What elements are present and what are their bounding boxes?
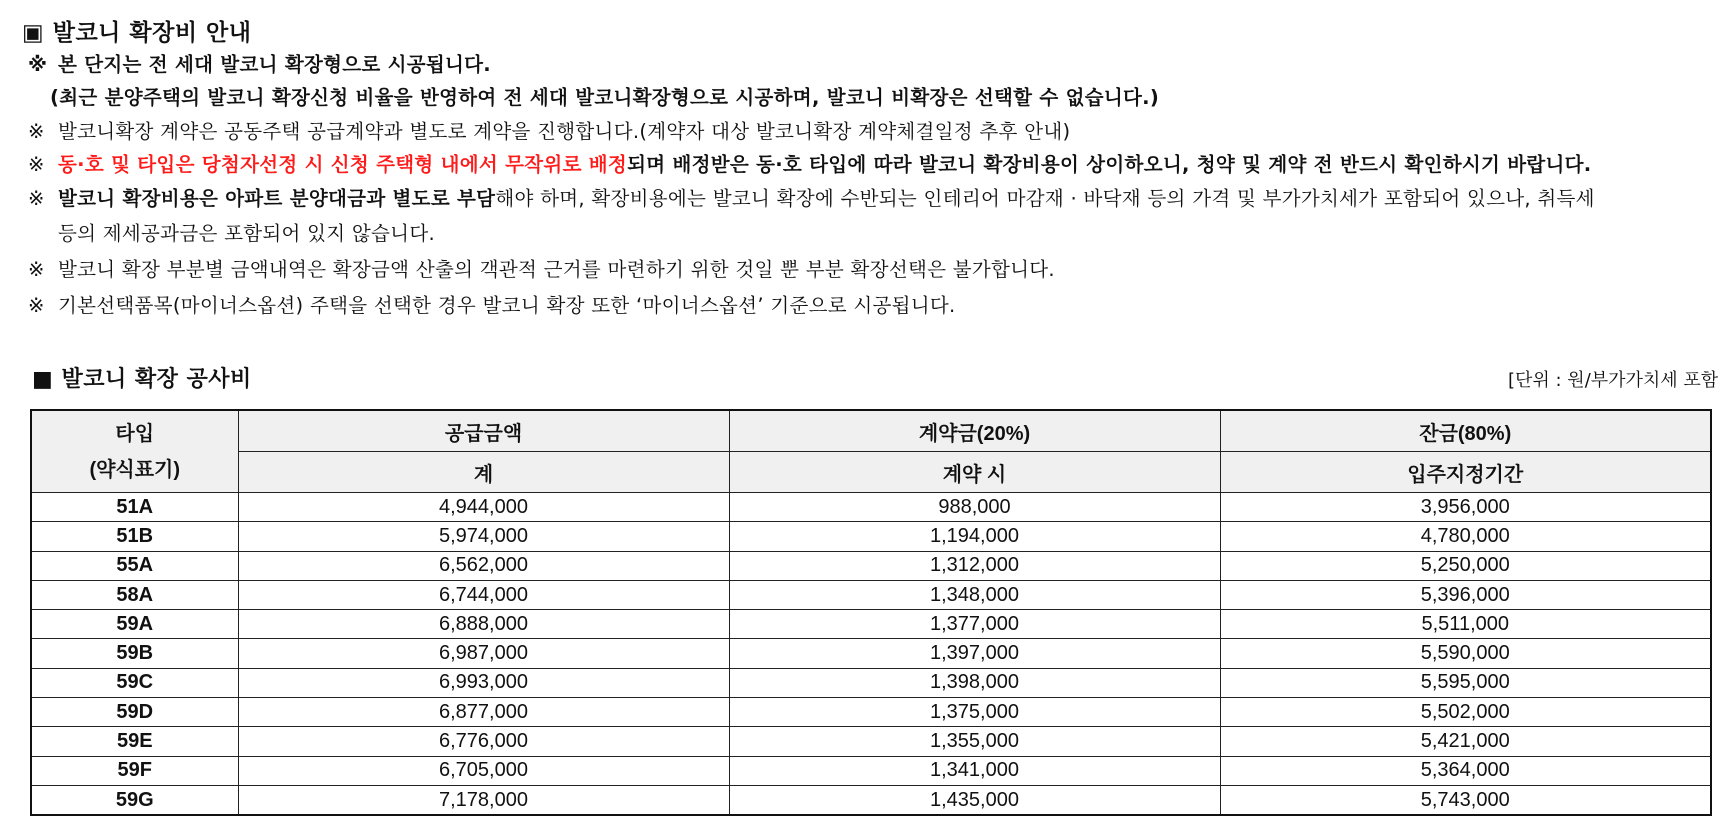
header-type-sub: (약식표기) [89,458,181,481]
table-row [31,639,1711,668]
header-deposit-sub: 계약 시 [729,452,1220,493]
cost-section-title: ■ 발코니 확장 공사비 [32,367,252,392]
cell-type: 55A [31,551,238,580]
cell-type: 59B [31,639,238,668]
table-row [31,610,1711,639]
cell-supply: 6,987,000 [238,639,729,668]
cell-balance: 5,250,000 [1220,551,1711,580]
note-text: 본 단지는 전 세대 발코니 확장형으로 시공됩니다. [58,53,491,76]
note-warning-text: 동·호 및 타입은 당첨자선정 시 신청 주택형 내에서 무작위로 배정 [58,153,628,176]
cell-type: 51B [31,522,238,551]
note-mark: ※ [28,258,45,281]
cell-supply: 6,888,000 [238,610,729,639]
table-subheader-row [31,452,1711,493]
expansion-cost-table [30,409,1712,816]
cell-deposit: 1,375,000 [729,698,1220,727]
note-mark: ※ [28,120,45,143]
note-mark: ※ [28,153,45,176]
table-row [31,668,1711,697]
cell-deposit: 1,435,000 [729,785,1220,815]
note-bold-text: 발코니 확장비용은 아파트 분양대금과 별도로 부담 [58,187,496,210]
note-text: 기본선택품목(마이너스옵션) 주택을 선택한 경우 발코니 확장 또한 ‘마이너스옵션’ 기준으로 시공됩니다. [58,294,956,317]
table-row [31,727,1711,756]
cell-type: 59F [31,756,238,785]
note-expansion-cost-cont [58,220,435,248]
note-minus-option [28,292,956,320]
note-mark: ※ [28,187,45,210]
cell-type: 59C [31,668,238,697]
header-balance-sub: 입주지정기간 [1220,452,1711,493]
cell-balance: 5,743,000 [1220,785,1711,815]
note-partial-expansion [28,256,1055,284]
table-header-row [31,410,1711,452]
cell-type: 59D [31,698,238,727]
cell-deposit: 1,341,000 [729,756,1220,785]
cell-type: 58A [31,580,238,609]
note-reason [50,84,1159,112]
cell-deposit: 988,000 [729,493,1220,522]
cell-supply: 6,705,000 [238,756,729,785]
note-text: 등의 제세공과금은 포함되어 있지 않습니다. [58,222,435,245]
cell-balance: 5,590,000 [1220,639,1711,668]
header-type [31,410,238,493]
cell-supply: 5,974,000 [238,522,729,551]
cell-supply: 4,944,000 [238,493,729,522]
cell-supply: 6,776,000 [238,727,729,756]
table-row [31,522,1711,551]
cell-supply: 6,562,000 [238,551,729,580]
cell-supply: 7,178,000 [238,785,729,815]
page-title: ▣ 발코니 확장비 안내 [22,20,252,46]
header-type-label: 타입 [115,422,155,445]
cell-type: 51A [31,493,238,522]
table-row [31,493,1711,522]
note-text: 해야 하며, 확장비용에는 발코니 확장에 수반되는 인테리어 마감재 · 바닥재 등의 가격 및 부가가치세가 포함되어 있으나, 취득세 [495,187,1595,210]
cell-supply: 6,993,000 [238,668,729,697]
cell-balance: 4,780,000 [1220,522,1711,551]
cell-supply: 6,744,000 [238,580,729,609]
note-complete-expansion [28,51,491,79]
cell-supply: 6,877,000 [238,698,729,727]
table-row [31,698,1711,727]
table-row [31,551,1711,580]
note-mark: ※ [28,294,45,317]
cell-deposit: 1,355,000 [729,727,1220,756]
cell-deposit: 1,398,000 [729,668,1220,697]
cell-deposit: 1,377,000 [729,610,1220,639]
cell-type: 59A [31,610,238,639]
cell-deposit: 1,194,000 [729,522,1220,551]
cell-balance: 5,511,000 [1220,610,1711,639]
header-supply: 공급금액 [238,410,729,452]
note-random-assignment [28,151,1591,179]
cell-balance: 3,956,000 [1220,493,1711,522]
note-separate-contract [28,118,1070,146]
unit-note: [단위 : 원/부가가치세 포함 [1508,370,1719,391]
cell-type: 59G [31,785,238,815]
table-row [31,785,1711,815]
cell-deposit: 1,348,000 [729,580,1220,609]
note-mark: ※ [28,53,48,76]
note-text: 발코니 확장 부분별 금액내역은 확장금액 산출의 객관적 근거를 마련하기 위한 것일 뿐 부분 확장선택은 불가합니다. [58,258,1055,281]
cell-balance: 5,421,000 [1220,727,1711,756]
cell-balance: 5,364,000 [1220,756,1711,785]
header-supply-sub: 계 [238,452,729,493]
table-row [31,756,1711,785]
table-row [31,580,1711,609]
note-expansion-cost [28,185,1595,213]
note-text: 발코니확장 계약은 공동주택 공급계약과 별도로 계약을 진행합니다.(계약자 대상 발코니확장 계약체결일정 추후 안내) [58,120,1071,143]
cell-balance: 5,502,000 [1220,698,1711,727]
cell-type: 59E [31,727,238,756]
cell-deposit: 1,312,000 [729,551,1220,580]
cell-deposit: 1,397,000 [729,639,1220,668]
cell-balance: 5,595,000 [1220,668,1711,697]
header-deposit: 계약금(20%) [729,410,1220,452]
cell-balance: 5,396,000 [1220,580,1711,609]
note-text: 되며 배정받은 동·호 타입에 따라 발코니 확장비용이 상이하오니, 청약 및 계약 전 반드시 확인하시기 바랍니다. [627,153,1592,176]
header-balance: 잔금(80%) [1220,410,1711,452]
note-text: (최근 분양주택의 발코니 확장신청 비율을 반영하여 전 세대 발코니확장형으로 시공하며, 발코니 비확장은 선택할 수 없습니다.) [50,86,1160,109]
